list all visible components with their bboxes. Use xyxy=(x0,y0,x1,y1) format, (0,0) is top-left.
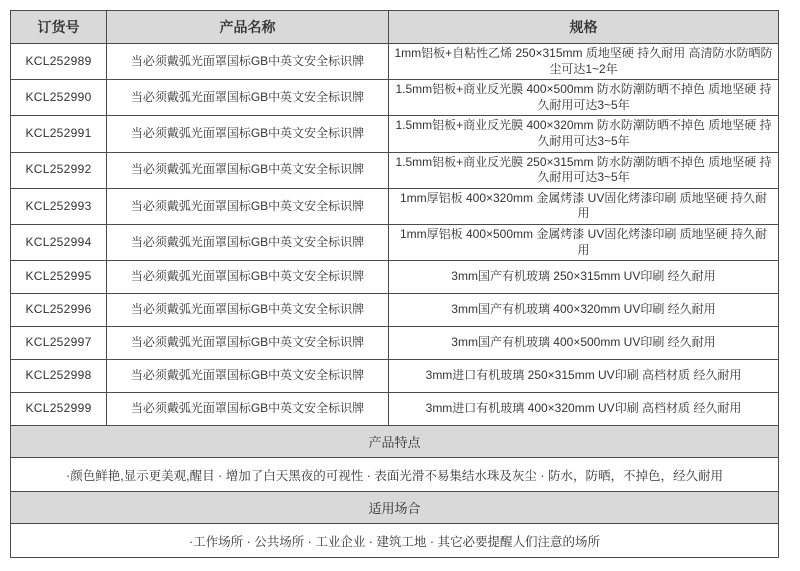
features-section-header-row xyxy=(11,426,779,458)
table-row xyxy=(11,294,779,327)
column-header-product-name: 产品名称 xyxy=(107,11,389,44)
product-spec-table xyxy=(10,10,779,558)
spec-cell: 1.5mm铝板+商业反光膜 250×315mm 防水防潮防晒不掉色 质地坚硬 持久耐用可达3~5年 xyxy=(389,152,779,188)
table-row xyxy=(11,116,779,152)
table-row xyxy=(11,188,779,224)
table-row xyxy=(11,360,779,393)
product-name-cell: 当必须戴弧光面罩国标GB中英文安全标识牌 xyxy=(107,80,389,116)
product-name-cell: 当必须戴弧光面罩国标GB中英文安全标识牌 xyxy=(107,360,389,393)
order-no-cell: KCL252999 xyxy=(11,393,107,426)
spec-cell: 1mm厚铝板 400×320mm 金属烤漆 UV固化烤漆印刷 质地坚硬 持久耐用 xyxy=(389,188,779,224)
spec-cell: 1mm铝板+自粘性乙烯 250×315mm 质地坚硬 持久耐用 高清防水防晒防尘可达1~2年 xyxy=(389,44,779,80)
features-text: ·颜色鲜艳,显示更美观,醒目 · 增加了白天黑夜的可视性 · 表面光滑不易集结水珠及灰尘 · 防水，防晒，不掉色，经久耐用 xyxy=(11,458,779,492)
product-name-cell: 当必须戴弧光面罩国标GB中英文安全标识牌 xyxy=(107,152,389,188)
order-no-cell: KCL252996 xyxy=(11,294,107,327)
spec-cell: 1.5mm铝板+商业反光膜 400×320mm 防水防潮防晒不掉色 质地坚硬 持久耐用可达3~5年 xyxy=(389,116,779,152)
order-no-cell: KCL252993 xyxy=(11,188,107,224)
occasions-section-title: 适用场合 xyxy=(11,492,779,524)
occasions-section-header-row xyxy=(11,492,779,524)
product-name-cell: 当必须戴弧光面罩国标GB中英文安全标识牌 xyxy=(107,393,389,426)
occasions-text-row xyxy=(11,524,779,558)
product-name-cell: 当必须戴弧光面罩国标GB中英文安全标识牌 xyxy=(107,224,389,260)
product-name-cell: 当必须戴弧光面罩国标GB中英文安全标识牌 xyxy=(107,294,389,327)
product-name-cell: 当必须戴弧光面罩国标GB中英文安全标识牌 xyxy=(107,116,389,152)
spec-cell: 3mm进口有机玻璃 250×315mm UV印刷 高档材质 经久耐用 xyxy=(389,360,779,393)
product-name-cell: 当必须戴弧光面罩国标GB中英文安全标识牌 xyxy=(107,261,389,294)
product-name-cell: 当必须戴弧光面罩国标GB中英文安全标识牌 xyxy=(107,327,389,360)
spec-sheet xyxy=(10,10,778,558)
column-header-spec: 规格 xyxy=(389,11,779,44)
table-row xyxy=(11,80,779,116)
table-header-row xyxy=(11,11,779,44)
spec-cell: 1.5mm铝板+商业反光膜 400×500mm 防水防潮防晒不掉色 质地坚硬 持久耐用可达3~5年 xyxy=(389,80,779,116)
product-name-cell: 当必须戴弧光面罩国标GB中英文安全标识牌 xyxy=(107,188,389,224)
order-no-cell: KCL252991 xyxy=(11,116,107,152)
spec-cell: 3mm国产有机玻璃 250×315mm UV印刷 经久耐用 xyxy=(389,261,779,294)
spec-cell: 3mm进口有机玻璃 400×320mm UV印刷 高档材质 经久耐用 xyxy=(389,393,779,426)
order-no-cell: KCL252998 xyxy=(11,360,107,393)
table-row xyxy=(11,224,779,260)
table-row xyxy=(11,327,779,360)
order-no-cell: KCL252990 xyxy=(11,80,107,116)
table-row xyxy=(11,44,779,80)
table-row xyxy=(11,393,779,426)
order-no-cell: KCL252995 xyxy=(11,261,107,294)
spec-cell: 3mm国产有机玻璃 400×500mm UV印刷 经久耐用 xyxy=(389,327,779,360)
order-no-cell: KCL252989 xyxy=(11,44,107,80)
spec-cell: 3mm国产有机玻璃 400×320mm UV印刷 经久耐用 xyxy=(389,294,779,327)
features-section-title: 产品特点 xyxy=(11,426,779,458)
spec-cell: 1mm厚铝板 400×500mm 金属烤漆 UV固化烤漆印刷 质地坚硬 持久耐用 xyxy=(389,224,779,260)
order-no-cell: KCL252994 xyxy=(11,224,107,260)
table-row xyxy=(11,152,779,188)
product-name-cell: 当必须戴弧光面罩国标GB中英文安全标识牌 xyxy=(107,44,389,80)
table-row xyxy=(11,261,779,294)
occasions-text: ·工作场所 · 公共场所 · 工业企业 · 建筑工地 · 其它必要提醒人们注意的场所 xyxy=(11,524,779,558)
features-text-row xyxy=(11,458,779,492)
order-no-cell: KCL252992 xyxy=(11,152,107,188)
order-no-cell: KCL252997 xyxy=(11,327,107,360)
column-header-order-no: 订货号 xyxy=(11,11,107,44)
